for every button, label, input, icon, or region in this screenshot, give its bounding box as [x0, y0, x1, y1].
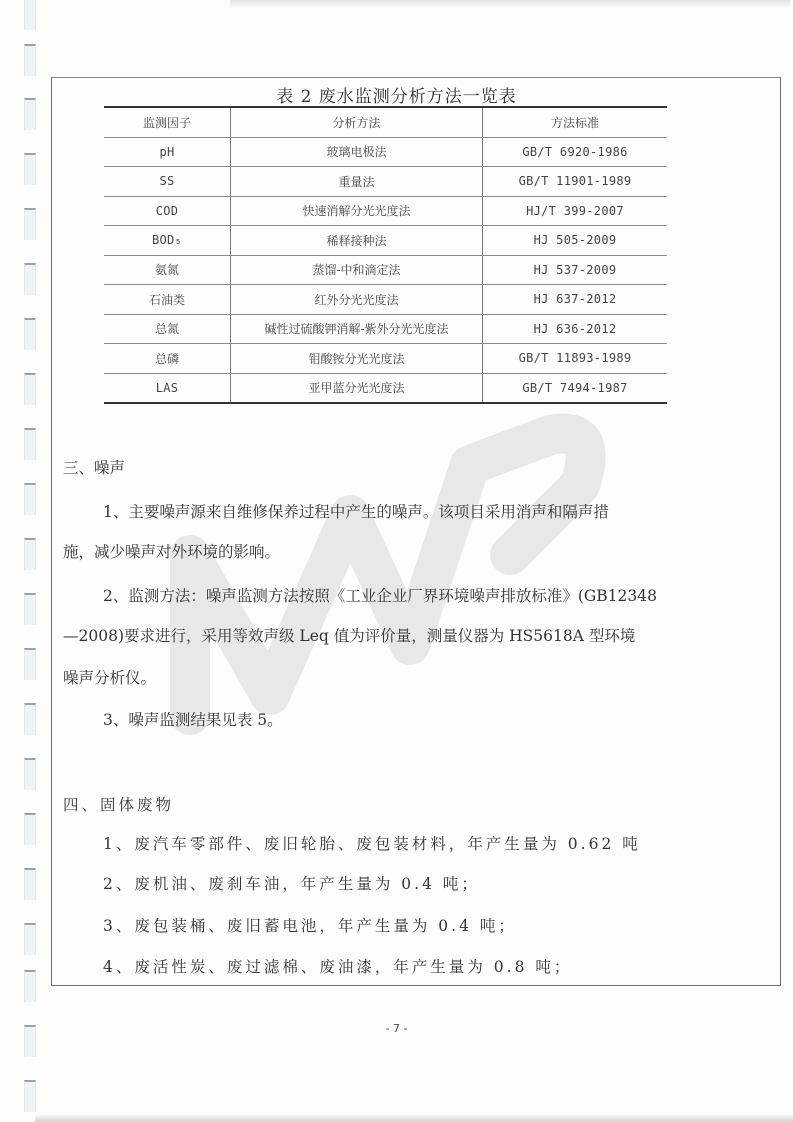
- table-row: [104, 285, 667, 315]
- cell-method: 快速消解分光光度法: [231, 196, 483, 226]
- table-row: [104, 137, 667, 167]
- solid-waste-item: 2、废机油、废刹车油，年产生量为 0.4 吨；: [103, 875, 480, 893]
- cell-method: 稀释接种法: [231, 226, 483, 256]
- cell-factor: 氨氮: [104, 255, 231, 285]
- noise-paragraph-1-line-2: 施，减少噪声对外环境的影响。: [63, 543, 281, 561]
- analysis-methods-table: [104, 106, 667, 404]
- noise-paragraph-2-line-2: —2008)要求进行，采用等效声级 Leq 值为评价量，测量仪器为 HS5618A 型环境: [63, 627, 636, 645]
- binder-hole: [24, 153, 36, 185]
- table-row: [104, 255, 667, 285]
- binder-hole: [24, 970, 36, 1002]
- binder-hole: [24, 868, 36, 900]
- cell-method: 重量法: [231, 167, 483, 197]
- cell-standard: GB/T 6920-1986: [483, 137, 668, 167]
- noise-paragraph-1-line-1: 1、主要噪声源来自维修保养过程中产生的噪声。该项目采用消声和隔声措: [103, 503, 609, 521]
- section-heading-noise: 三、噪声: [63, 459, 126, 477]
- binder-hole: [24, 648, 36, 680]
- noise-paragraph-2-line-3: 噪声分析仪。: [63, 669, 157, 687]
- table-row: [104, 373, 667, 403]
- cell-standard: HJ/T 399-2007: [483, 196, 668, 226]
- column-header-factor: 监测因子: [104, 107, 231, 137]
- binder-hole: [24, 373, 36, 405]
- cell-method: 亚甲蓝分光光度法: [231, 373, 483, 403]
- cell-factor: 总氮: [104, 314, 231, 344]
- solid-waste-item: 4、废活性炭、废过滤棉、废油漆，年产生量为 0.8 吨；: [103, 958, 573, 976]
- cell-standard: HJ 537-2009: [483, 255, 668, 285]
- cell-standard: HJ 636-2012: [483, 314, 668, 344]
- column-header-method: 分析方法: [231, 107, 483, 137]
- cell-factor: pH: [104, 137, 231, 167]
- cell-standard: HJ 637-2012: [483, 285, 668, 315]
- binder-hole: [24, 593, 36, 625]
- table-row: [104, 314, 667, 344]
- solid-waste-item: 3、废包装桶、废旧蓄电池，年产生量为 0.4 吨；: [103, 917, 517, 935]
- table-header-row: [104, 107, 667, 137]
- cell-method: 蒸馏-中和滴定法: [231, 255, 483, 285]
- noise-paragraph-3: 3、噪声监测结果见表 5。: [103, 711, 283, 729]
- table-row: [104, 196, 667, 226]
- cell-factor: LAS: [104, 373, 231, 403]
- cell-method: 红外分光光度法: [231, 285, 483, 315]
- section-heading-solid-waste: 四、固体废物: [63, 796, 175, 814]
- scan-edge-top: [230, 0, 790, 8]
- scan-edge-bottom: [35, 1114, 793, 1122]
- cell-factor: COD: [104, 196, 231, 226]
- table-title: 表 2 废水监测分析方法一览表: [276, 87, 517, 107]
- page-number: - 7 -: [385, 1022, 408, 1035]
- cell-standard: GB/T 7494-1987: [483, 373, 668, 403]
- binder-hole: [24, 0, 36, 30]
- noise-paragraph-2-line-1: 2、监测方法：噪声监测方法按照《工业企业厂界环境噪声排放标准》(GB12348: [103, 587, 657, 605]
- binder-hole: [24, 923, 36, 955]
- binder-hole: [24, 44, 36, 76]
- cell-standard: GB/T 11901-1989: [483, 167, 668, 197]
- binder-hole: [24, 428, 36, 460]
- column-header-standard: 方法标准: [483, 107, 668, 137]
- cell-factor: 总磷: [104, 344, 231, 374]
- cell-factor: 石油类: [104, 285, 231, 315]
- cell-method: 碱性过硫酸钾消解-紫外分光光度法: [231, 314, 483, 344]
- binder-hole: [24, 703, 36, 735]
- cell-factor: SS: [104, 167, 231, 197]
- cell-factor: BOD₅: [104, 226, 231, 256]
- binder-holes: [24, 0, 38, 1122]
- table-row: [104, 344, 667, 374]
- cell-standard: HJ 505-2009: [483, 226, 668, 256]
- binder-hole: [24, 758, 36, 790]
- table-row: [104, 167, 667, 197]
- cell-method: 钼酸铵分光光度法: [231, 344, 483, 374]
- solid-waste-item: 1、废汽车零部件、废旧轮胎、废包装材料，年产生量为 0.62 吨: [103, 835, 641, 853]
- binder-hole: [24, 538, 36, 570]
- binder-hole: [24, 263, 36, 295]
- binder-hole: [24, 1080, 36, 1112]
- cell-method: 玻璃电极法: [231, 137, 483, 167]
- binder-hole: [24, 208, 36, 240]
- binder-hole: [24, 318, 36, 350]
- binder-hole: [24, 483, 36, 515]
- table-row: [104, 226, 667, 256]
- binder-hole: [24, 813, 36, 845]
- cell-standard: GB/T 11893-1989: [483, 344, 668, 374]
